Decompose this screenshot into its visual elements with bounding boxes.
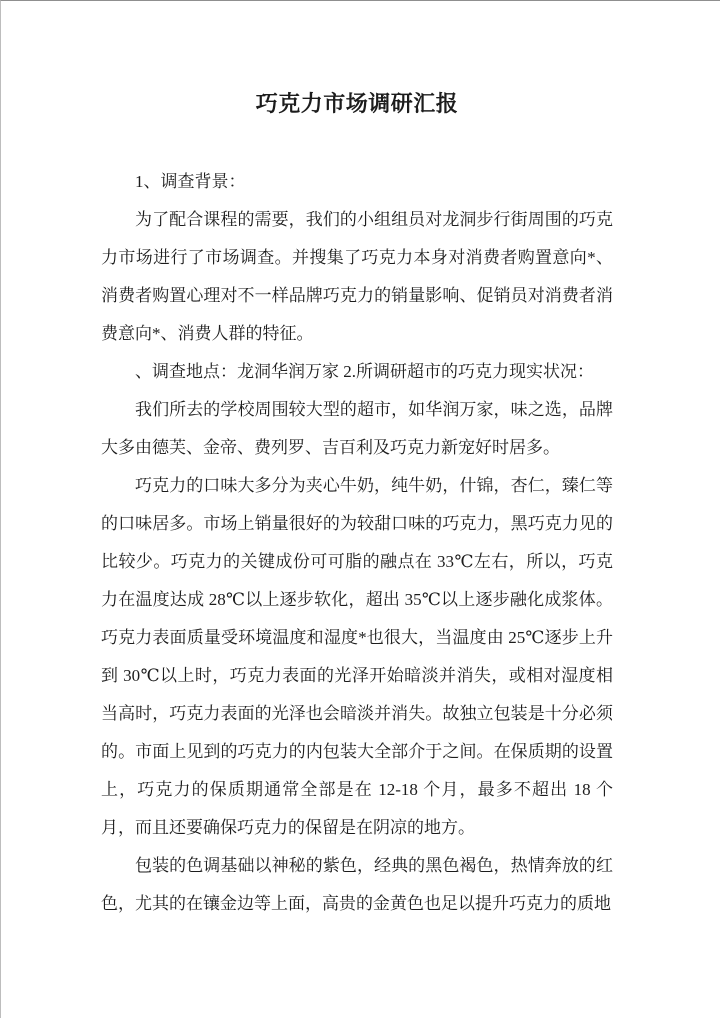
document-title: 巧克力市场调研汇报 (255, 91, 459, 116)
paragraph: 、调查地点：龙洞华润万家 2.所调研超市的巧克力现实状况： (135, 362, 594, 381)
paragraph: 巧克力的口味大多分为夹心牛奶，纯牛奶，什锦，杏仁，臻仁等的口味居多。市场上销量很好的为较甜口味的巧克力，黑巧克力见的比较少。巧克力的关键成份可可脂的融点在 33℃左右，所以，巧克力在温度达成 28℃以上逐步软化，超出 35℃以上逐步融化成浆体。巧克力表面质量受环境温度和湿度*也很大，当温度由 25℃逐步上升到 30℃以上时，巧克力表面的光泽开始暗淡并消失，或相对湿度相当高时，巧克力表面的光泽也会暗淡并消失。故独立包装是十分必须的。市面上见到的巧克力的内包装大全部介于之间。在保质期的设置上，巧克力的保质期通常全部是在 12-18 个月，最多不超出 18 个月，而且还要确保巧克力的保留是在阴凉的地方。 (101, 476, 613, 837)
paragraph: 1、调查背景： (135, 172, 246, 191)
paragraph: 包装的色调基础以神秘的紫色，经典的黑色褐色，热情奔放的红色，尤其的在镶金边等上面，高贵的金黄色也足以提升巧克力的质地 (101, 856, 613, 913)
document-body (1, 1, 720, 923)
paragraph: 我们所去的学校周围较大型的超市，如华润万家，味之选，品牌大多由德芙、金帝、费列罗、吉百利及巧克力新宠好时居多。 (101, 400, 613, 457)
paragraph-list (101, 163, 613, 923)
paragraph: 为了配合课程的需要，我们的小组组员对龙洞步行街周围的巧克力市场进行了市场调查。并搜集了巧克力本身对消费者购置意向*、消费者购置心理对不一样品牌巧克力的销量影响、促销员对消费者消费意向*、消费人群的特征。 (101, 210, 613, 343)
